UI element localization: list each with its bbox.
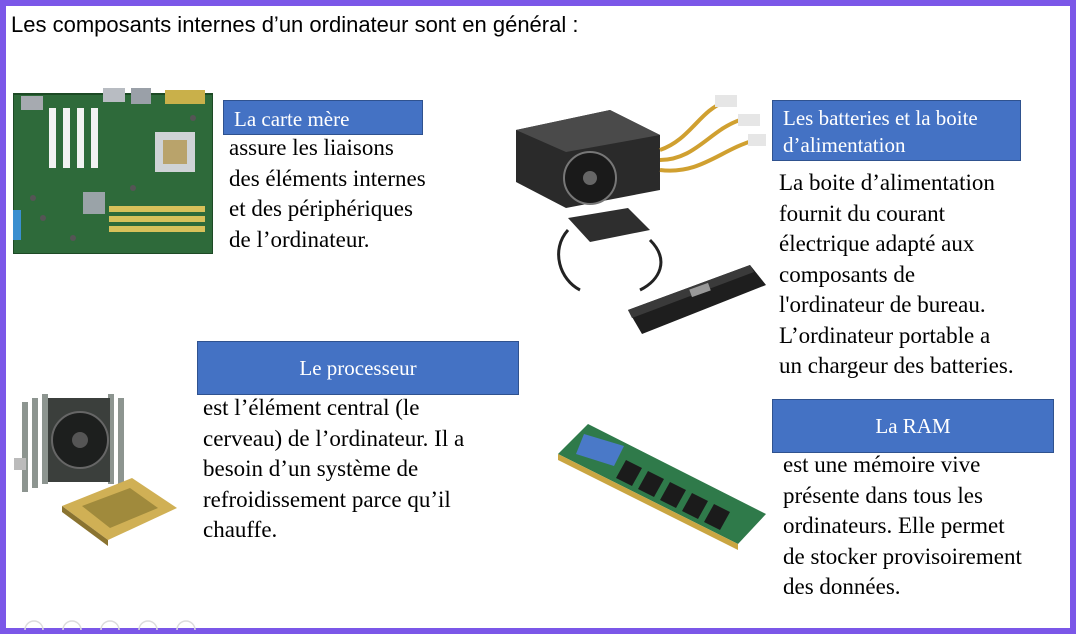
power-label — [772, 100, 1021, 161]
power-label-line: Les batteries et la boite — [783, 106, 978, 130]
motherboard-description — [229, 133, 426, 255]
slide-nav-dots — [22, 618, 202, 630]
motherboard-image — [13, 88, 213, 254]
desc-line: besoin d’un système de — [203, 456, 419, 481]
desc-line: des éléments internes — [229, 165, 426, 191]
desc-line: présente dans tous les — [783, 482, 983, 508]
motherboard-label: La carte mère — [223, 100, 423, 135]
power-description — [779, 168, 1014, 382]
desc-line: l'ordinateur de bureau. — [779, 292, 986, 317]
processor-label: Le processeur — [197, 341, 519, 395]
desc-line: est une mémoire vive — [783, 452, 981, 477]
desc-line: électrique adapté aux — [779, 231, 975, 256]
processor-image — [12, 388, 182, 548]
desc-line: fournit du courant — [779, 200, 946, 226]
desc-line: est l’élément central (le — [203, 395, 420, 420]
power-supply-image — [510, 90, 770, 345]
desc-line: La boite d’alimentation — [779, 170, 995, 195]
desc-line: de stocker provisoirement — [783, 543, 1022, 569]
desc-line: refroidissement parce qu’il — [203, 486, 451, 512]
desc-line: L’ordinateur portable a — [779, 322, 991, 348]
processor-description — [203, 393, 464, 546]
desc-line: des données. — [783, 574, 901, 599]
desc-line: ordinateurs. Elle permet — [783, 513, 1005, 538]
ram-image — [554, 424, 769, 554]
desc-line: et des périphériques — [229, 196, 413, 221]
desc-line: assure les liaisons — [229, 135, 394, 160]
desc-line: un chargeur des batteries. — [779, 353, 1014, 378]
slide-heading: Les composants internes d’un ordinateur sont en général : — [11, 12, 579, 37]
ram-label: La RAM — [772, 399, 1054, 453]
desc-line: de l’ordinateur. — [229, 226, 370, 252]
desc-line: chauffe. — [203, 517, 278, 542]
ram-description — [783, 450, 1022, 603]
desc-line: cerveau) de l’ordinateur. Il a — [203, 425, 465, 451]
power-label-line: d’alimentation — [783, 133, 906, 157]
desc-line: composants de — [779, 261, 916, 287]
